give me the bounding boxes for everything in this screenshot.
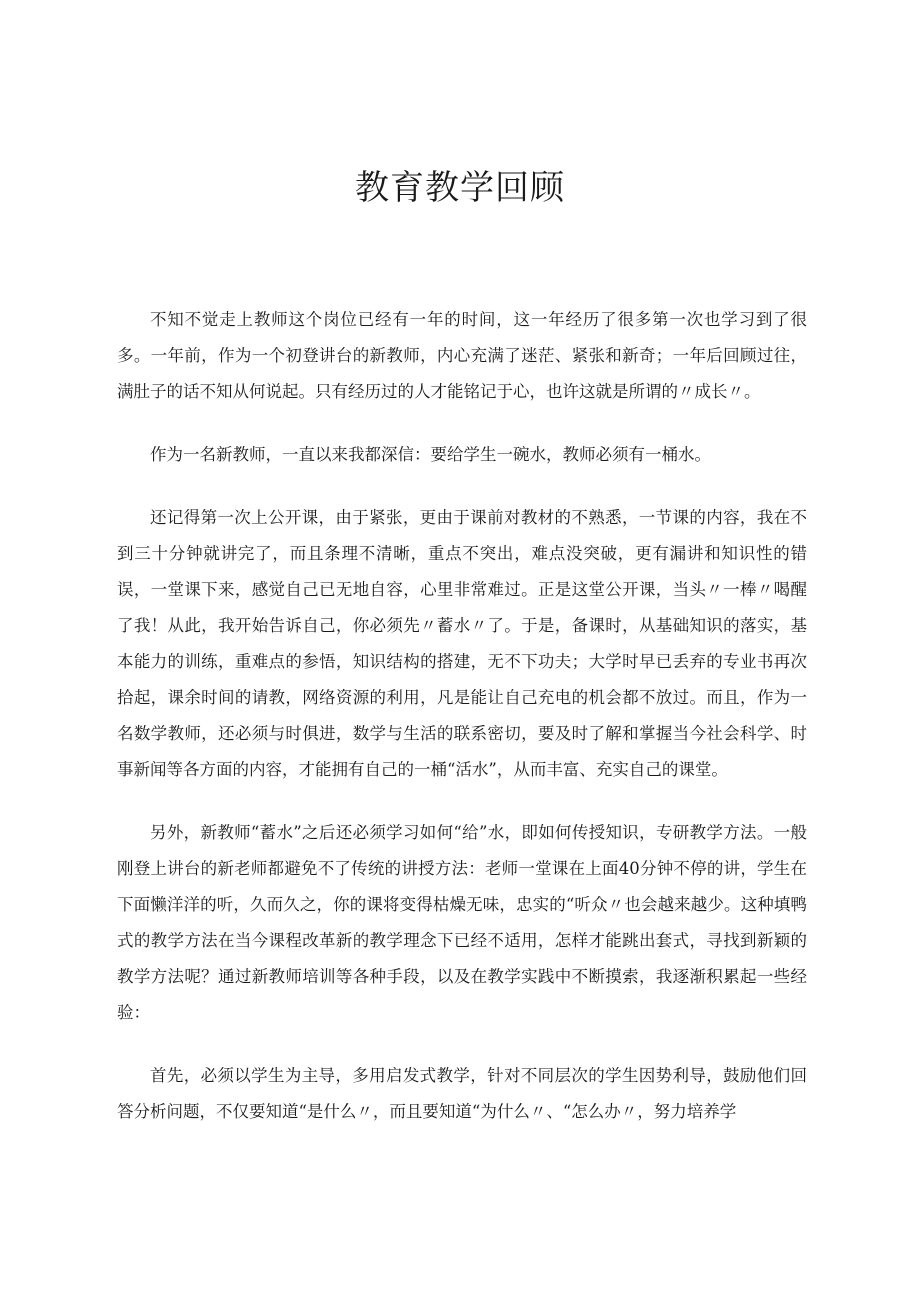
- document-title: 教育教学回顾: [355, 168, 565, 208]
- paragraph-intro: 不知不觉走上教师这个岗位已经有一年的时间，这一年经历了很多第一次也学习到了很多。一年前，作为一个初登讲台的新教师，内心充满了迷茫、紧张和新奇；一年后回顾过往，满肚子的话不知从何说起。只有经历过的人才能铭记于心，也许这就是所谓的〃成长〃。: [117, 310, 807, 401]
- paragraph-belief: 作为一名新教师，一直以来我都深信：要给学生一碗水，教师必须有一桶水。: [150, 445, 711, 464]
- paragraph-first-open-class: 还记得第一次上公开课，由于紧张，更由于课前对教材的不熟悉，一节课的内容，我在不到三十分钟就讲完了，而且条理不清晰，重点不突出，难点没突破，更有漏讲和知识性的错误，一堂课下来，感觉自己已无地自容，心里非常难过。正是这堂公开课，当头〃一棒〃喝醒了我！从此，我开始告诉自己，你必须先〃蓄水〃了。于是，备课时，从基础知识的落实，基本能力的训练，重难点的参悟，知识结构的搭建，无不下功夫；大学时早已丢弃的专业书再次拾起，课余时间的请教，网络资源的利用，凡是能让自己充电的机会都不放过。而且，作为一名数学教师，还必须与时俱进，数学与生活的联系密切，要及时了解和掌握当今社会科学、时事新闻等各方面的内容，才能拥有自己的一桶“活水”，从而丰富、充实自己的课堂。: [117, 508, 807, 779]
- paragraph-first-point: 首先，必须以学生为主导，多用启发式教学，针对不同层次的学生因势利导，鼓励他们回答分析问题，不仅要知道“是什么〃，而且要知道“为什么〃、“怎么办〃，努力培养学: [117, 1066, 807, 1121]
- paragraph-teaching-methods: 另外，新教师“蓄水”之后还必须学习如何“给”水，即如何传授知识，专研教学方法。一般刚登上讲台的新老师都避免不了传统的讲授方法：老师一堂课在上面40分钟不停的讲，学生在下面懒洋洋的听，久而久之，你的课将变得枯燥无味，忠实的“听众〃也会越来越少。这种填鸭式的教学方法在当今课程改革新的教学理念下已经不适用，怎样才能跳出套式，寻找到新颖的教学方法呢？通过新教师培训等各种手段，以及在教学实践中不断摸索，我逐渐积累起一些经验：: [117, 823, 807, 1022]
- document-body: [117, 302, 807, 1157]
